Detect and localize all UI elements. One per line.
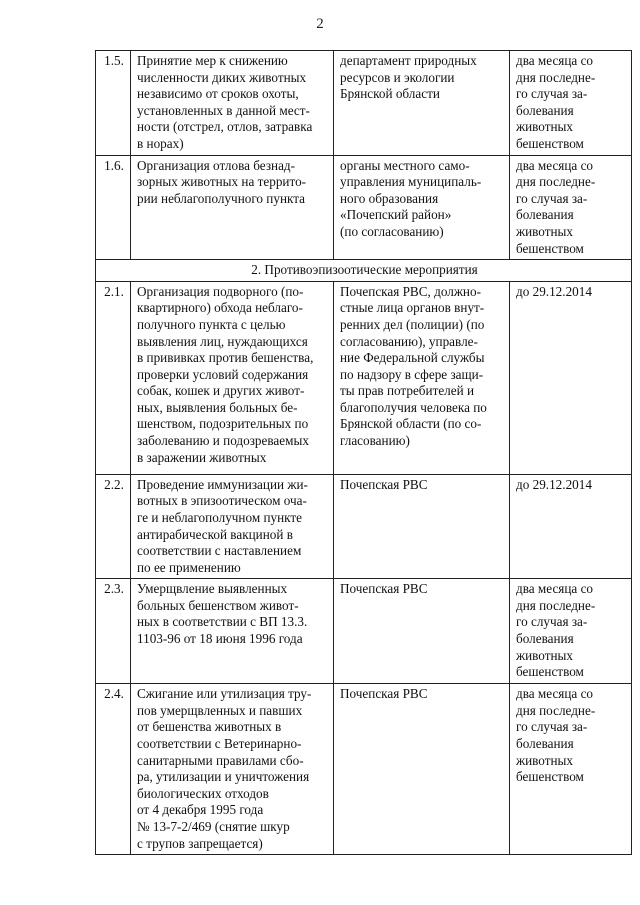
row-number: 2.3.	[96, 579, 131, 684]
cell-text-line: получного пункта с целью	[137, 316, 286, 332]
term-cell	[510, 281, 632, 474]
table-row	[96, 579, 632, 684]
cell-text-line: болевания	[516, 736, 574, 752]
cell-text-line: бешенством	[516, 240, 584, 256]
cell-text-line: департамент природных	[340, 53, 477, 68]
cell-text-line: по ее применению	[137, 559, 241, 575]
cell-text-line: с трупов запрещается)	[137, 835, 263, 851]
cell-text-line: (по согласованию)	[340, 223, 444, 239]
cell-text-line: го случая за-	[516, 86, 588, 102]
cell-text-line: ресурсов и экологии	[340, 69, 455, 85]
cell-text-line: соответствии с Ветеринарно-	[137, 736, 302, 752]
cell-text-line: Принятие мер к снижению	[137, 53, 288, 68]
cell-text-line: два месяца со	[516, 686, 594, 702]
cell-text-line: Брянской области	[340, 86, 440, 102]
cell-text-line: Брянской области (по со-	[340, 416, 482, 432]
cell-text-line: от 4 декабря 1995 года	[137, 802, 264, 818]
responsible-cell	[334, 474, 510, 579]
cell-text-line: органы местного само-	[340, 157, 470, 173]
cell-text-line: Организация подворного (по-	[137, 283, 304, 299]
cell-text-line: до 29.12.2014	[516, 283, 592, 299]
cell-text-line: Проведение иммунизации жи-	[137, 476, 308, 492]
cell-text-line: благополучия человека по	[340, 399, 487, 415]
cell-text-line: ге и неблагополучном пункте	[137, 509, 303, 525]
responsible-cell	[334, 51, 510, 156]
cell-text-line: по надзору в сфере защи-	[340, 366, 484, 382]
cell-text-line: № 13-7-2/469 (снятие шкур	[137, 819, 290, 835]
cell-text-line: «Почепский район»	[340, 207, 452, 223]
cell-text-line: пов умерщвленных и павших	[137, 702, 303, 718]
cell-text-line: болевания	[516, 631, 574, 647]
cell-text-line: управления муниципаль-	[340, 174, 482, 190]
table-row	[96, 684, 632, 855]
cell-text-line: Умерщвление выявленных	[137, 581, 288, 597]
table-row	[96, 474, 632, 579]
cell-text-line: рии неблагополучного пункта	[137, 190, 306, 206]
cell-text-line: Почепская РВС	[340, 476, 428, 492]
cell-text-line: болевания	[516, 102, 574, 118]
cell-text-line: заболеванию и подозреваемых	[137, 433, 309, 449]
cell-text-line: зорных животных на террито-	[137, 174, 307, 190]
action-cell	[131, 155, 334, 260]
cell-text-line: антирабической вакциной в	[137, 526, 293, 542]
cell-text-line: шенством, подозрительных по	[137, 416, 309, 432]
row-number: 1.6.	[96, 155, 131, 260]
cell-text-line: Сжигание или утилизация тру-	[137, 686, 312, 702]
cell-text-line: дня последне-	[516, 69, 596, 85]
cell-text-line: ра, утилизации и уничтожения	[137, 769, 310, 785]
cell-text-line: в норах)	[137, 135, 184, 151]
row-number: 1.5.	[96, 51, 131, 156]
cell-text-line: го случая за-	[516, 614, 588, 630]
cell-text-line: квартирного) обхода неблаго-	[137, 300, 303, 316]
cell-text-line: животных	[516, 752, 573, 768]
action-cell	[131, 684, 334, 855]
cell-text-line: дня последне-	[516, 702, 596, 718]
cell-text-line: до 29.12.2014	[516, 476, 592, 492]
action-cell	[131, 579, 334, 684]
responsible-cell	[334, 684, 510, 855]
cell-text-line: собак, кошек и других живот-	[137, 383, 305, 399]
cell-text-line: ты прав потребителей и	[340, 383, 475, 399]
term-cell	[510, 51, 632, 156]
cell-text-line: ности (отстрел, отлов, затравка	[137, 119, 313, 135]
cell-text-line: вотных в эпизоотическом оча-	[137, 493, 307, 509]
measures-table	[95, 50, 632, 855]
cell-text-line: го случая за-	[516, 190, 588, 206]
cell-text-line: проверки условий содержания	[137, 366, 309, 382]
table-row	[96, 51, 632, 156]
cell-text-line: соответствии с наставлением	[137, 543, 302, 559]
cell-text-line: два месяца со	[516, 157, 594, 173]
cell-text-line: Почепская РВС	[340, 581, 428, 597]
responsible-cell	[334, 579, 510, 684]
cell-text-line: Почепская РВС, должно-	[340, 283, 481, 299]
action-cell	[131, 281, 334, 474]
section-heading: 2. Противоэпизоотические мероприятия	[96, 260, 632, 282]
row-number: 2.2.	[96, 474, 131, 579]
term-cell	[510, 155, 632, 260]
cell-text-line: больных бешенством живот-	[137, 597, 299, 613]
table-row	[96, 155, 632, 260]
cell-text-line: ных в соответствии с ВП 13.3.	[137, 614, 308, 630]
cell-text-line: ного образования	[340, 190, 439, 206]
responsible-cell	[334, 155, 510, 260]
row-number: 2.1.	[96, 281, 131, 474]
cell-text-line: болевания	[516, 207, 574, 223]
page-number: 2	[316, 16, 324, 32]
cell-text-line: го случая за-	[516, 719, 588, 735]
cell-text-line: санитарными правилами сбо-	[137, 752, 304, 768]
cell-text-line: животных	[516, 647, 573, 663]
term-cell	[510, 684, 632, 855]
term-cell	[510, 474, 632, 579]
cell-text-line: 1103-96 от 18 июня 1996 года	[137, 631, 303, 647]
responsible-cell	[334, 281, 510, 474]
cell-text-line: дня последне-	[516, 174, 596, 190]
cell-text-line: биологических отходов	[137, 785, 269, 801]
cell-text-line: установленных в данной мест-	[137, 102, 310, 118]
cell-text-line: два месяца со	[516, 581, 594, 597]
table-row	[96, 281, 632, 474]
cell-text-line: бешенством	[516, 664, 584, 680]
term-cell	[510, 579, 632, 684]
cell-text-line: ренних дел (полиции) (по	[340, 316, 485, 332]
cell-text-line: два месяца со	[516, 53, 594, 68]
cell-text-line: стные лица органов внут-	[340, 300, 485, 316]
cell-text-line: дня последне-	[516, 597, 596, 613]
action-cell	[131, 51, 334, 156]
action-cell	[131, 474, 334, 579]
cell-text-line: ние Федеральной службы	[340, 350, 485, 366]
cell-text-line: согласованию), управле-	[340, 333, 478, 349]
cell-text-line: выявления лиц, нуждающихся	[137, 333, 308, 349]
section-row	[96, 260, 632, 282]
cell-text-line: гласованию)	[340, 433, 410, 449]
cell-text-line: бешенством	[516, 135, 584, 151]
cell-text-line: Почепская РВС	[340, 686, 428, 702]
cell-text-line: Организация отлова безнад-	[137, 157, 296, 173]
cell-text-line: животных	[516, 119, 573, 135]
cell-text-line: животных	[516, 223, 573, 239]
cell-text-line: численности диких животных	[137, 69, 307, 85]
cell-text-line: ных, выявления больных бе-	[137, 399, 298, 415]
cell-text-line: в прививках против бешенства,	[137, 350, 314, 366]
cell-text-line: в заражении животных	[137, 449, 267, 465]
cell-text-line: от бешенства животных в	[137, 719, 282, 735]
cell-text-line: бешенством	[516, 769, 584, 785]
row-number: 2.4.	[96, 684, 131, 855]
cell-text-line: независимо от сроков охоты,	[137, 86, 299, 102]
